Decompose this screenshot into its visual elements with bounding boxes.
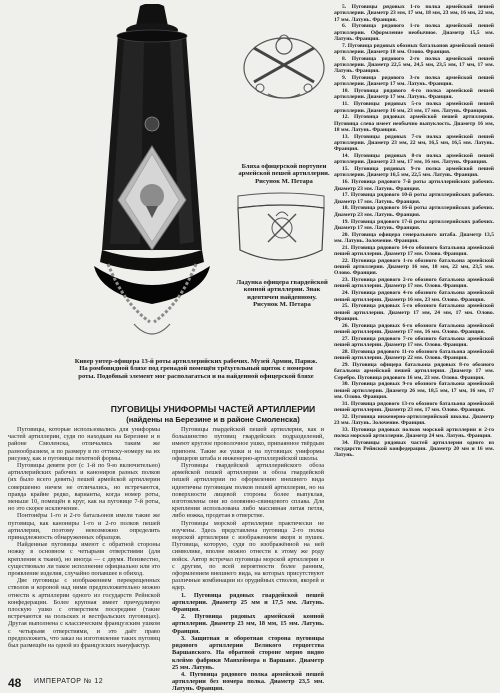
paragraph: Найденные пуговицы имеют с обратной стороны ножку в основном с четырьмя отверстиями (для крепления к ткани), но иногда — с двумя. Неизвестно, существовало ли такое исполнение официально или это проявление изделия, случайно попавшее в обиход. bbox=[8, 541, 160, 578]
page-number: 48 bbox=[8, 676, 22, 690]
list-item: 10. Пуговица рядового 4-го полка армейской пешей артиллерии. Диаметр 17 мм. Латунь. Франция. bbox=[334, 88, 494, 101]
list-item: 25. Пуговица рядовых 5-го обозного батальона армейской пешей артиллерии. Диаметр 17 мм, 24 мм, 17 мм. Олово. Франция. bbox=[334, 303, 494, 322]
article-title-block bbox=[102, 405, 324, 424]
list-item: 9. Пуговица рядового 3-го полка армейской пешей артиллерии. Диаметр 17 мм. Латунь. Франция. bbox=[334, 75, 494, 88]
article-subtitle: (найдены на Березине и в районе Смоленска) bbox=[126, 414, 300, 424]
list-item: 28. Пуговица рядового 11-го обозного батальона армейской пешей артиллерии. Диаметр 22 мм. Олово. Франция. bbox=[334, 348, 494, 362]
shako-illustration bbox=[74, 4, 230, 374]
list-item: 16. Пуговица рядового 7-й роты артиллерийских рабочих. Диаметр 23 мм. Латунь. Франция. bbox=[334, 179, 494, 192]
cartridge-pouch-illustration bbox=[232, 186, 330, 276]
list-item: 34. Пуговицы рядовых частей артиллерии одного из государств Рейнской конфедерации. Диаметр 20 мм и 16 мм. Латунь. bbox=[334, 439, 494, 459]
list-item: 6. Пуговица рядового 1-го полка армейской пешей артиллерии. Оформление необычное. Диаметр 15,5 мм. Латунь. Франция. bbox=[334, 23, 494, 42]
list-item: 4. Пуговица рядового полка армейской пешей артиллерии без номера полка. Диаметр 23,5 мм. Латунь. Франция. bbox=[172, 670, 324, 693]
plate-caption: Бляха офицерской портупеи армейской пешей артиллерии. Рисунок М. Петара bbox=[238, 163, 330, 185]
pouch-caption: Ладунка офицера гвардейской конной артиллерии. Знак идентичен найденному. Рисунок М. Петара bbox=[236, 279, 328, 309]
list-item: 14. Пуговицы рядовых 8-го полка армейской пешей артиллерии. Диаметр 23 мм, 17 мм, 16 мм. Латунь. Франция. bbox=[334, 153, 494, 166]
paragraph: Пуговицы гвардейской артиллерийского обоза армейской пешей артиллерии и обоза гвардейской пешей артиллерии по оформлению внешнего вида идентичны пуговицам полков пешей артиллерии, но на поверхности лицевой стороны более выпуклая, изготовлены они из оловянно-свинцового сплава. Для крепления использована либо массивная литая петля, либо ножка, продетая в отверстие. bbox=[172, 462, 324, 520]
list-item: 32. Пуговица инженерно-артиллерийской школы. Диаметр 23 мм. Латунь. Золочение. Франция. bbox=[334, 413, 494, 427]
paragraph: Пуговицы гвардейской пешей артиллерии, как и большинство пуговиц гвардейских подразделений, имеют круглое проволочное ушко, припаянное твёрдым припоем. Такие же ушки и на пуговицах униформы офицеров штаба и инженерно-артиллерийской школы. bbox=[172, 426, 324, 462]
list-item: 30. Пуговица рядовых 9-го обозного батальона армейской пешей артиллерии. Диаметр 26 мм, 18,5 мм, 17 мм, 16 мм, 17 мм. Олово. Франция. bbox=[334, 381, 494, 400]
list-item: 2. Пуговица рядовых армейской конной артиллерии. Диаметр 23 мм, 18 мм, 15 мм. Латунь. Франция. bbox=[172, 613, 324, 635]
paragraph: Пуговицы девяти рот (с 1-й по 9-ю включительно) артиллерийских рабочих и канониров разных полков (их было всего девять) пешей армейской артиллерии совершенно ничем не отличались, но встречаются, правда крайне редко, варианты, когда номер роты, меньше 10, помещён в круг, как на пуговице 7-й роты, но это скорее исключение. bbox=[8, 462, 160, 513]
list-item: 8. Пуговица рядового 2-го полка армейской пешей артиллерии. Диаметр 22,5 мм, 24,5 мм, 23,5 мм, 17 мм, 17 мм. Латунь. Франция. bbox=[334, 55, 494, 75]
list-item: 11. Пуговицы рядовых 5-го полка армейской пешей артиллерии. Диаметр 16 мм, 23 мм, 17 мм. Латунь. Франция. bbox=[334, 101, 494, 114]
paragraph: Пуговицы, которые использовались для униформы частей артиллерии, судя по находкам на Березине и в районе Смоленска, отличались таким же разнообразием, и по размеру в по оттиску-номеру на их рисунку, как и пуговицы пехотной формы. bbox=[8, 426, 160, 462]
list-item: 12. Пуговица рядовых армейской пешей артиллерии. Пуговица слева имеет необычно выпуклость. Диаметр 16 мм, 18 мм. Латунь. Франция. bbox=[334, 114, 494, 133]
shako-caption: Кивер унтер-офицера 13-й роты артиллерийских рабочих. Музей Армии, Париж. На ромбовидной бляхе под гренадой помещён трёхугольный щиток с номером роты. Подобный элемент мог располагаться и на найденной офицерской бляхе bbox=[74, 358, 318, 380]
issue-number: № 12 bbox=[83, 678, 104, 685]
list-item: 33. Пуговица рядовых полков морской артиллерии и 2-го полка морской артиллерии. Диаметр 24 мм. Латунь. Франция. bbox=[334, 426, 494, 440]
list-item: 21. Пуговица рядового 14-го обозного батальона армейской пешей артиллерии. Диаметр 17 мм. Олово. Франция. bbox=[334, 244, 494, 257]
list-item: 17. Пуговица рядового 10-й роты артиллерийских рабочих. Диаметр 17 мм. Латунь. Франция. bbox=[334, 192, 494, 205]
list-item: 1. Пуговица рядовых гвардейской пешей артиллерии. Диаметр 25 мм и 17,5 мм. Латунь. Франция. bbox=[172, 591, 324, 614]
list-item: 31. Пуговица рядового 13-го обозного батальона армейской пешей артиллерии. Диаметр 23 мм, 17 мм. Олово. Франция. bbox=[334, 400, 494, 413]
button-descriptions-right bbox=[334, 4, 494, 459]
list-item: 18. Пуговица рядового 16-й роты артиллерийских рабочих. Диаметр 23 мм. Латунь. Франция. bbox=[334, 205, 494, 218]
list-item: 3. Защитная и оборотная сторона пуговицы рядового артиллерии Великого герцогства Варшавского. На обратной стороне мерно видно клеймо фабрики Манхеймера в Варшаве. Диаметр 25 мм. Латунь. bbox=[172, 634, 324, 671]
article-column-2 bbox=[172, 426, 324, 693]
list-item: 13. Пуговицы рядовых 7-го полка армейской пешей артиллерии. Диаметр 23 мм, 22 мм, 16,5 мм, 16,5 мм. Латунь. Франция. bbox=[334, 133, 494, 153]
list-item: 20. Пуговица офицера генерального штаба. Диаметр 13,5 мм. Латунь. Золочение. Франция. bbox=[334, 231, 494, 244]
article-title: ПУГОВИЦЫ УНИФОРМЫ ЧАСТЕЙ АРТИЛЛЕРИИ bbox=[110, 404, 316, 414]
belt-plate-illustration bbox=[238, 28, 330, 104]
list-item: 15. Пуговица рядовых 9-го полка армейской пешей артиллерии. Диаметр 16,5 мм, 22,5 мм. Латунь. Франция. bbox=[334, 166, 494, 179]
list-item: 19. Пуговица рядового 17-й роты артиллерийских рабочих. Диаметр 17 мм. Латунь. Франция. bbox=[334, 218, 494, 231]
journal-title: ИМПЕРАТОР bbox=[34, 678, 82, 685]
paragraph: Две пуговицы с изображением перекрещенных стволов и короной над ними предположительно можно отнести к артиллерии одного из государств Рейнской конфедерации. Более крупная имеет причудливую плоскую ушко с отверстием посередине (такие встречаются на польских и вестфальских пуговицах). Другая выполнена с классическим французским ушком с четырьмя отверстиями, и это даёт право предположить, что заказ на изготовление таких пуговиц был размещён на одной из французских мануфактур. bbox=[8, 577, 160, 650]
paragraph: Пуговицы морской артиллерии практически не изучены. Здесь представлена пуговица 2-го полка морской артиллерии с изображением якоря и пушек. Пуговица, которую, судя по изображённой на ней символике, вполне можно отнести к этому же роду войск. Автор встречал пуговицы морской артиллерии и с другим, по всей вероятности более ранним, оформлением внешнего вида, на которых присутствуют различные комбинации из орудийных стволов, якорей и ядер. bbox=[172, 519, 324, 592]
article-column-1 bbox=[8, 426, 160, 649]
page-footer bbox=[8, 676, 208, 688]
journal-name bbox=[34, 678, 103, 685]
list-item: 22. Пуговица рядового 1-го обозного батальона армейской пешей артиллерии. Диаметр 16 мм, 18 мм, 22 мм, 23,5 мм. Олово. Франция. bbox=[334, 257, 494, 277]
list-item: 27. Пуговица рядового 7-го обозного батальона армейской пешей артиллерии. Диаметр 17 мм. Олово. Франция. bbox=[334, 335, 494, 349]
list-item: 29. Пуговица офицера батальона рядовых 8-го обозного батальона армейской пешей артиллерии. Диаметр 17 мм. Серебро. Пуговица рядового 16 мм, 23 мм. Олово. Франция. bbox=[334, 362, 494, 381]
paragraph: Понтонёры 1-го и 2-го батальонов имели такие же пуговицы, как канониры 1-го и 2-го полков пешей артиллерии, поэтому невозможно определить принадлежность обнаруженных образцов. bbox=[8, 512, 160, 542]
list-item: 26. Пуговица рядовых 6-го обозного батальона армейской пешей артиллерии. Диаметр 17 мм, 16 мм. Олово. Франция. bbox=[334, 322, 494, 335]
list-item: 5. Пуговицы рядовых 1-го полка армейской пешей артиллерии. Диаметр 23 мм, 17 мм, 18 мм, 23 мм, 16 мм, 22 мм, 17 мм. Латунь. Франция. bbox=[334, 4, 494, 23]
list-item: 7. Пуговица рядовых обозных батальонов армейской пешей артиллерии. Диаметр 18 мм. Олово. Франция. bbox=[334, 42, 494, 55]
list-item: 24. Пуговица рядового 4-го обозного батальона армейской пешей артиллерии. Диаметр 16 мм, 23 мм. Олово. Франция. bbox=[334, 290, 494, 303]
list-item: 23. Пуговица рядового 2-го обозного батальона армейской пешей артиллерии. Диаметр 17 мм. Олово. Франция. bbox=[334, 277, 494, 290]
